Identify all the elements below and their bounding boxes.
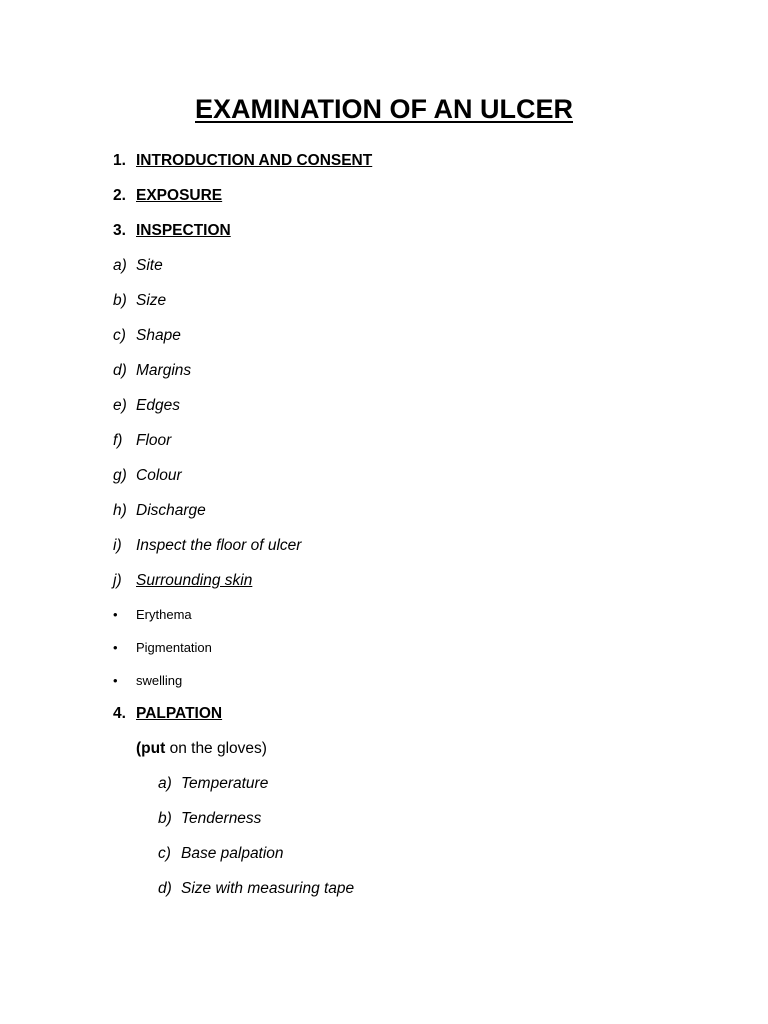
section-heading: PALPATION [136, 705, 223, 722]
item-marker: c) [113, 327, 126, 344]
note-open-paren: ( [136, 740, 142, 757]
bullet-icon: • [113, 640, 118, 655]
item-marker: d) [113, 362, 127, 379]
bullet-icon: • [113, 607, 118, 622]
item-marker: b) [158, 810, 172, 827]
bullet-text: Pigmentation [136, 640, 212, 655]
note-rest: on the gloves) [165, 740, 267, 757]
item-marker: j) [113, 572, 122, 589]
section-number: 3. [113, 222, 126, 239]
section-heading: INTRODUCTION AND CONSENT [136, 152, 373, 169]
section-heading: INSPECTION [136, 222, 231, 239]
item-text: Edges [136, 397, 180, 414]
item-marker: c) [158, 845, 171, 862]
section-heading: EXPOSURE [136, 187, 223, 204]
bullet-icon: • [113, 673, 118, 688]
item-marker: b) [113, 292, 127, 309]
note-bold-word: put [141, 740, 166, 757]
item-text: Temperature [181, 775, 269, 792]
item-marker: a) [113, 257, 127, 274]
item-text: Colour [136, 467, 182, 484]
item-text: Shape [136, 327, 181, 344]
note-text [136, 739, 267, 759]
document-title: EXAMINATION OF AN ULCER [195, 94, 573, 124]
item-text: Size [136, 292, 167, 309]
item-marker: h) [113, 502, 127, 519]
item-text: Site [136, 257, 163, 274]
item-text: Surrounding skin [136, 572, 253, 589]
section-number: 4. [113, 705, 126, 722]
item-marker: f) [113, 432, 123, 449]
item-marker: i) [113, 537, 122, 554]
item-marker: d) [158, 880, 172, 897]
item-text: Base palpation [181, 845, 284, 862]
bullet-text: Erythema [136, 607, 192, 622]
section-number: 2. [113, 187, 126, 204]
item-text: Floor [136, 432, 172, 449]
item-text: Margins [136, 362, 192, 379]
bullet-text: swelling [136, 673, 183, 688]
item-marker: e) [113, 397, 127, 414]
section-number: 1. [113, 152, 126, 169]
item-marker: g) [113, 467, 127, 484]
item-text: Discharge [136, 502, 206, 519]
item-marker: a) [158, 775, 172, 792]
item-text: Size with measuring tape [181, 880, 355, 897]
item-text: Inspect the floor of ulcer [136, 537, 302, 554]
item-text: Tenderness [181, 810, 262, 827]
